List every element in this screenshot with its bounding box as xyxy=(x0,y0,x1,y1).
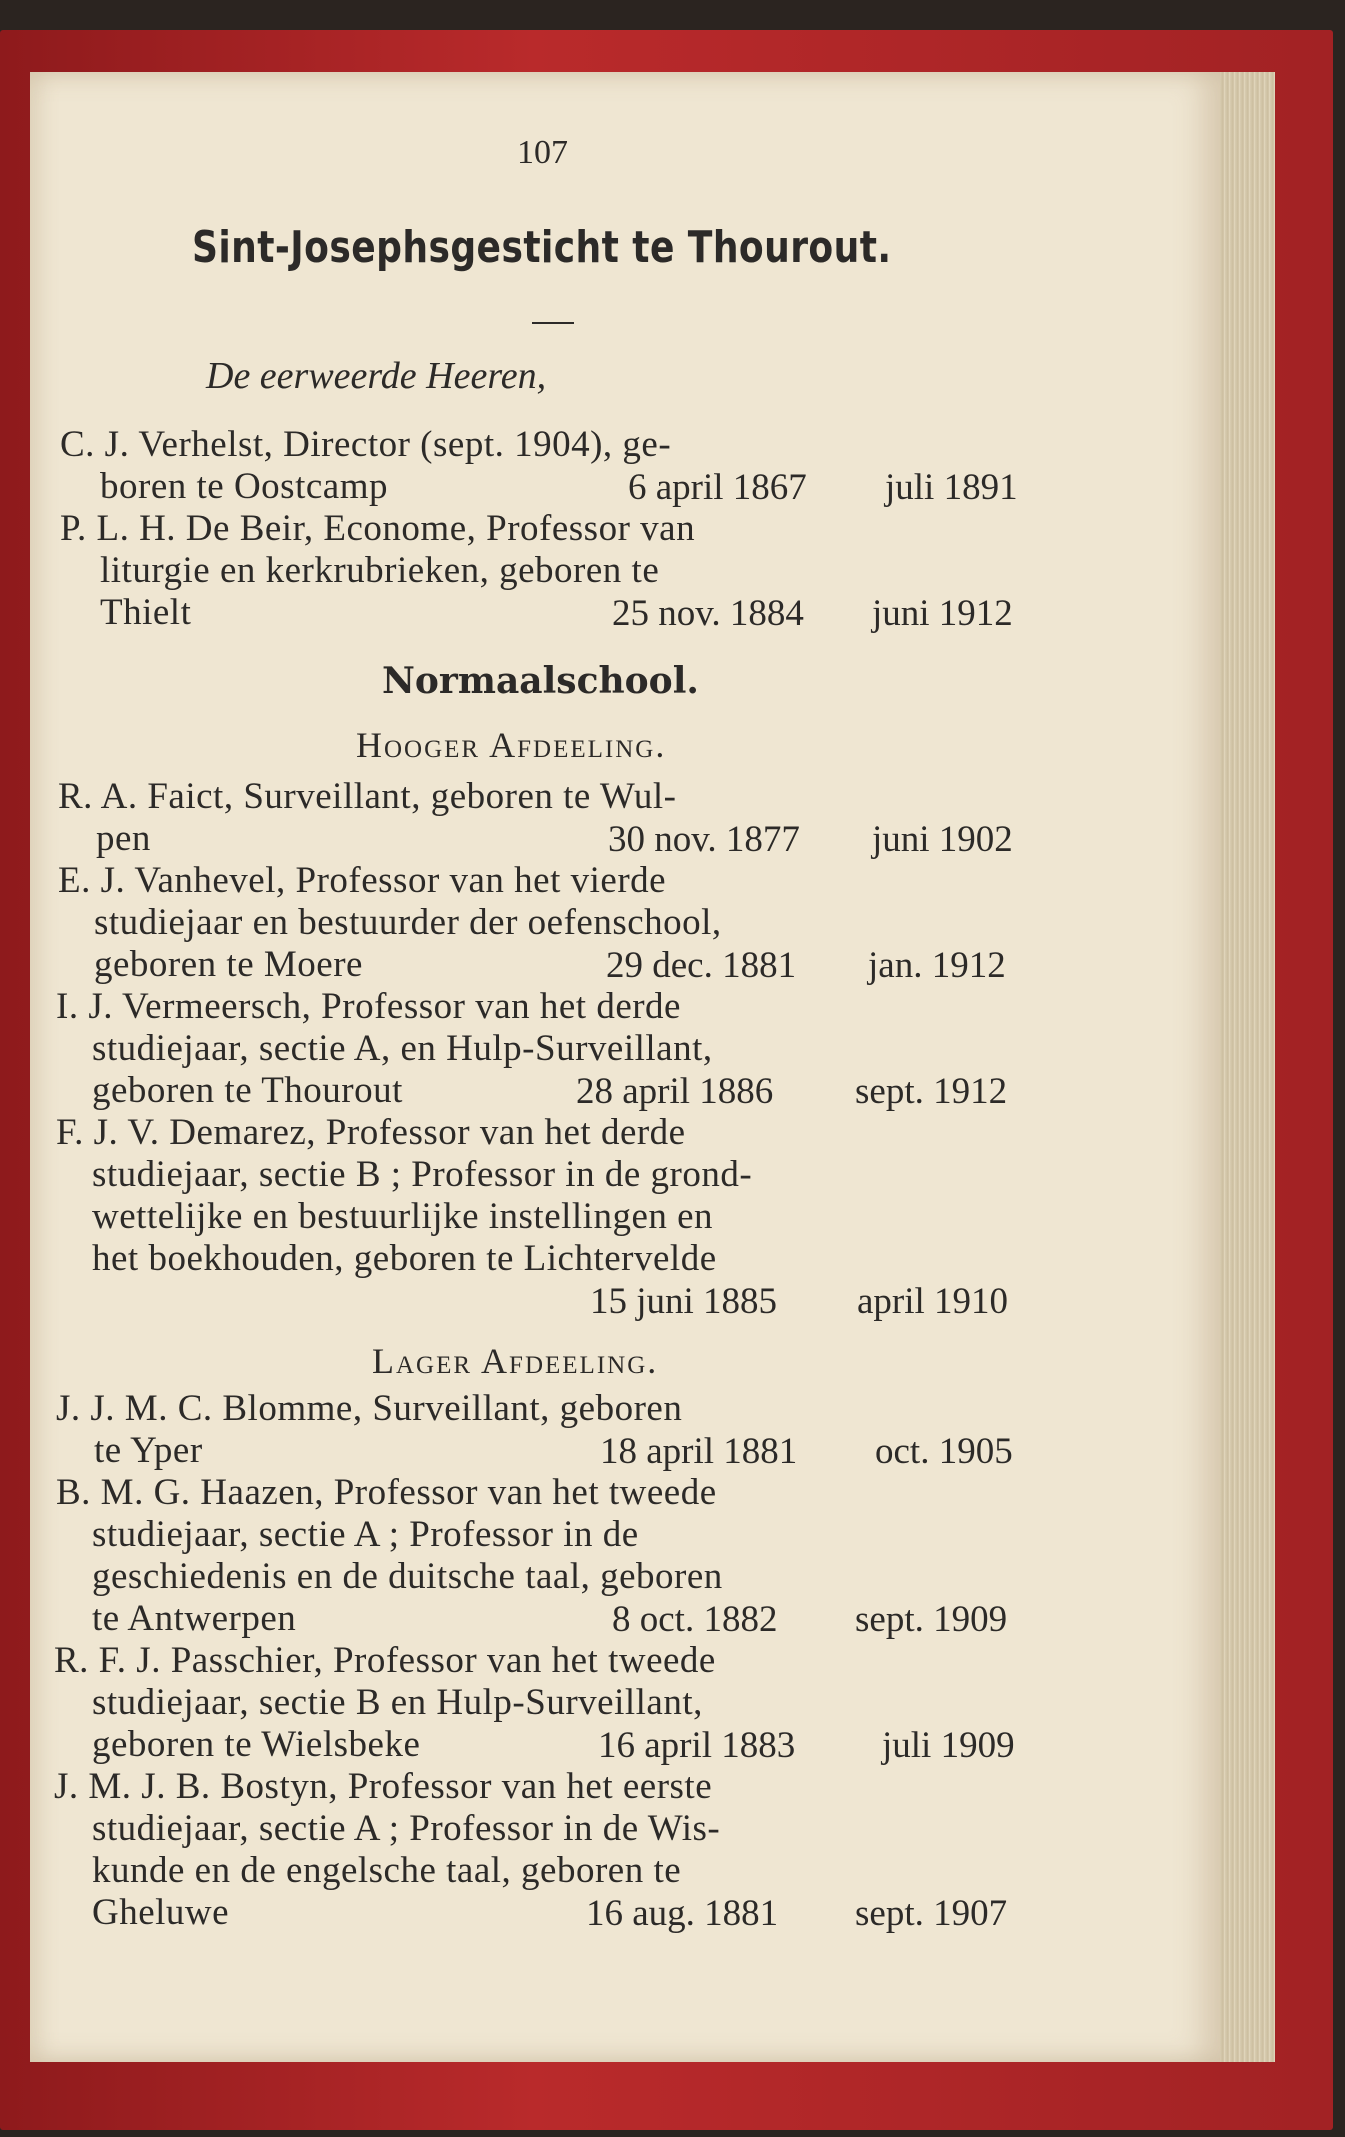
page-title: Sint-Josephsgesticht te Thourout. xyxy=(192,222,892,273)
appointment-date: sept. 1907 xyxy=(855,1893,1008,1934)
entry-line: geboren te Moere xyxy=(94,944,363,985)
birth-date: 18 april 1881 xyxy=(600,1431,798,1472)
appointment-date: juli 1891 xyxy=(885,467,1018,508)
entry-line: B. M. G. Haazen, Professor van het tweede xyxy=(56,1472,717,1513)
birth-date: 15 juni 1885 xyxy=(590,1281,778,1322)
entry-line: geschiedenis en de duitsche taal, geboren xyxy=(92,1556,723,1597)
appointment-date: juni 1912 xyxy=(872,593,1013,634)
appointment-date: juli 1909 xyxy=(882,1725,1015,1766)
entry-line: te Yper xyxy=(94,1430,203,1471)
birth-date: 28 april 1886 xyxy=(576,1071,774,1112)
title-divider xyxy=(532,322,574,324)
entry-line: kunde en de engelsche taal, geboren te xyxy=(92,1850,682,1891)
birth-date: 16 april 1883 xyxy=(598,1725,796,1766)
entry-line: studiejaar, sectie B ; Professor in de grond- xyxy=(92,1154,753,1195)
entry-line: F. J. V. Demarez, Professor van het derde xyxy=(56,1112,686,1153)
page-number: 107 xyxy=(517,134,568,171)
subsection-heading: Hooger Afdeeling. xyxy=(356,725,667,765)
entry-line: J. M. J. B. Bostyn, Professor van het eerste xyxy=(54,1766,713,1807)
birth-date: 25 nov. 1884 xyxy=(612,593,804,634)
subsection-heading: Lager Afdeeling. xyxy=(372,1341,659,1381)
birth-date: 29 dec. 1881 xyxy=(606,945,797,986)
entry-line: geboren te Wielsbeke xyxy=(92,1724,421,1765)
entry-line: studiejaar, sectie A ; Professor in de xyxy=(92,1514,639,1555)
appointment-date: oct. 1905 xyxy=(875,1431,1013,1472)
birth-date: 30 nov. 1877 xyxy=(608,819,800,860)
entry-line: boren te Oostcamp xyxy=(100,466,388,507)
entry-line: Thielt xyxy=(100,592,192,633)
entry-line: studiejaar, sectie A ; Professor in de Wis- xyxy=(92,1808,721,1849)
subtitle: De eerweerde Heeren, xyxy=(206,355,547,397)
entry-line: R. F. J. Passchier, Professor van het tweede xyxy=(54,1640,716,1681)
appointment-date: sept. 1912 xyxy=(855,1071,1008,1112)
entry-line: J. J. M. C. Blomme, Surveillant, geboren xyxy=(56,1388,683,1429)
entry-line: studiejaar en bestuurder der oefenschool, xyxy=(94,902,722,943)
entry-line: P. L. H. De Beir, Econome, Professor van xyxy=(60,508,696,549)
birth-date: 6 april 1867 xyxy=(628,467,807,508)
entry-line: I. J. Vermeersch, Professor van het derde xyxy=(56,986,681,1027)
entry-line: C. J. Verhelst, Director (sept. 1904), ge- xyxy=(60,424,672,465)
entry-line: pen xyxy=(96,818,151,859)
entry-line: wettelijke en bestuurlijke instellingen en xyxy=(92,1196,714,1237)
entry-line: E. J. Vanhevel, Professor van het vierde xyxy=(58,860,667,901)
appointment-date: juni 1902 xyxy=(872,819,1013,860)
entry-line: Gheluwe xyxy=(92,1892,230,1933)
birth-date: 8 oct. 1882 xyxy=(612,1599,778,1640)
entry-line: liturgie en kerkrubrieken, geboren te xyxy=(100,550,660,591)
appointment-date: april 1910 xyxy=(857,1281,1009,1322)
entry-line: studiejaar, sectie A, en Hulp-Surveillant, xyxy=(92,1028,713,1069)
entry-line: het boekhouden, geboren te Lichtervelde xyxy=(92,1238,717,1279)
appointment-date: sept. 1909 xyxy=(855,1599,1008,1640)
section-heading: Normaalschool. xyxy=(382,660,699,702)
entry-line: te Antwerpen xyxy=(92,1598,297,1639)
birth-date: 16 aug. 1881 xyxy=(586,1893,779,1934)
appointment-date: jan. 1912 xyxy=(868,945,1006,986)
entry-line: geboren te Thourout xyxy=(92,1070,403,1111)
entry-line: studiejaar, sectie B en Hulp-Surveillant, xyxy=(92,1682,703,1723)
entry-line: R. A. Faict, Surveillant, geboren te Wul- xyxy=(58,776,677,817)
